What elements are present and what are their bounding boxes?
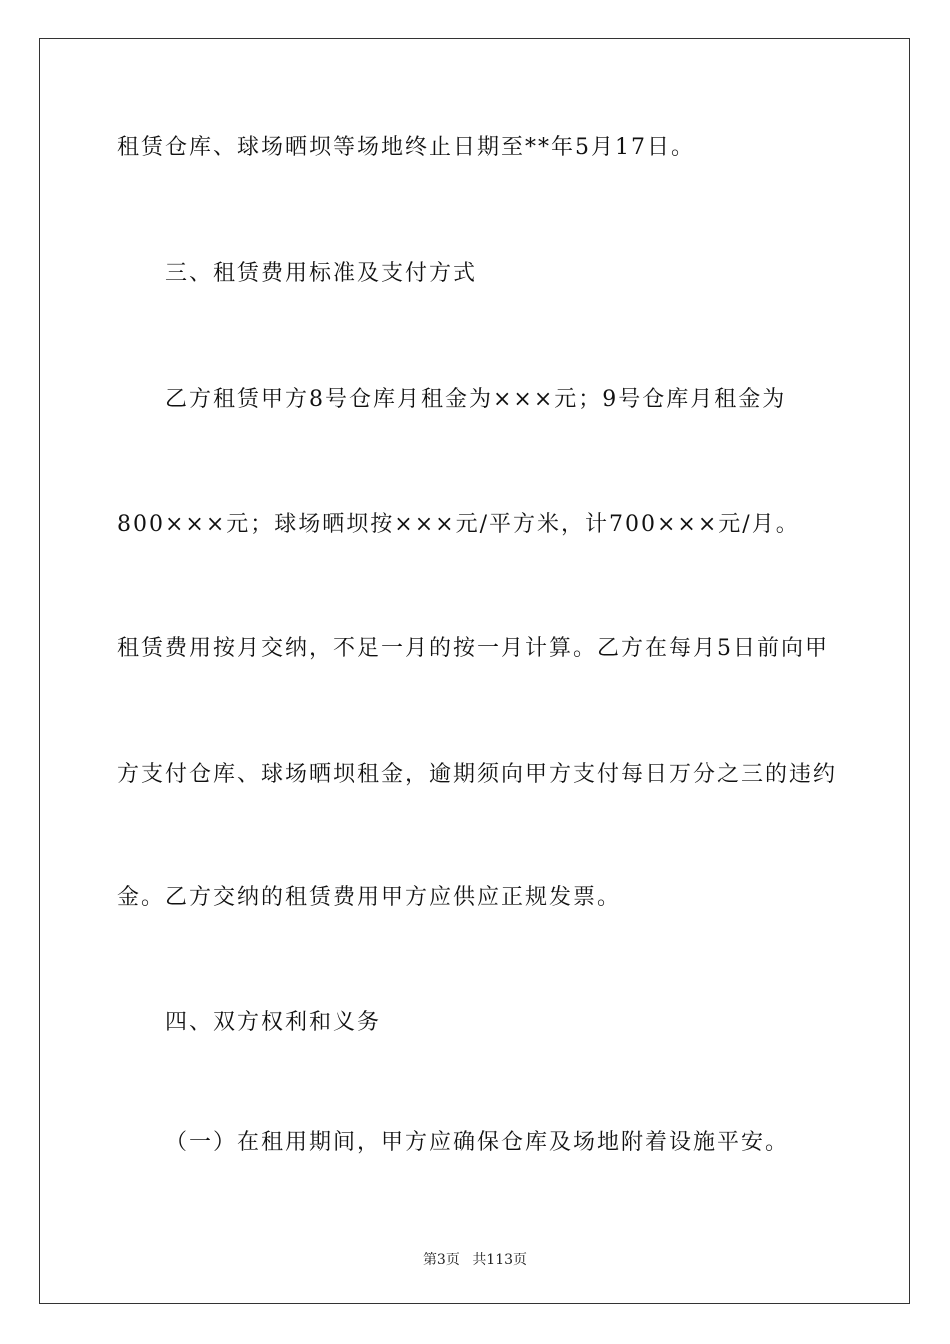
page-number: 第3页 [422,1252,460,1268]
page-border [39,38,910,1304]
paragraph-line: 租赁费用按月交纳，不足一月的按一月计算。乙方在每月5日前向甲 [117,636,829,661]
paragraph-line: 800×××元；球场晒坝按×××元/平方米，计700×××元/月。 [117,512,800,537]
paragraph-line: 乙方租赁甲方8号仓库月租金为×××元；9号仓库月租金为 [165,387,787,412]
paragraph-line: 租赁仓库、球场晒坝等场地终止日期至**年5月17日。 [117,135,695,160]
page-footer [0,1249,950,1269]
page-total: 共113页 [472,1252,528,1268]
section-heading-4: 四、双方权利和义务 [165,1010,382,1035]
paragraph-line: （一）在租用期间，甲方应确保仓库及场地附着设施平安。 [165,1130,790,1155]
paragraph-line: 方支付仓库、球场晒坝租金，逾期须向甲方支付每日万分之三的违约 [117,762,838,787]
paragraph-line: 金。乙方交纳的租赁费用甲方应供应正规发票。 [117,885,622,910]
section-heading-3: 三、租赁费用标准及支付方式 [165,261,478,286]
